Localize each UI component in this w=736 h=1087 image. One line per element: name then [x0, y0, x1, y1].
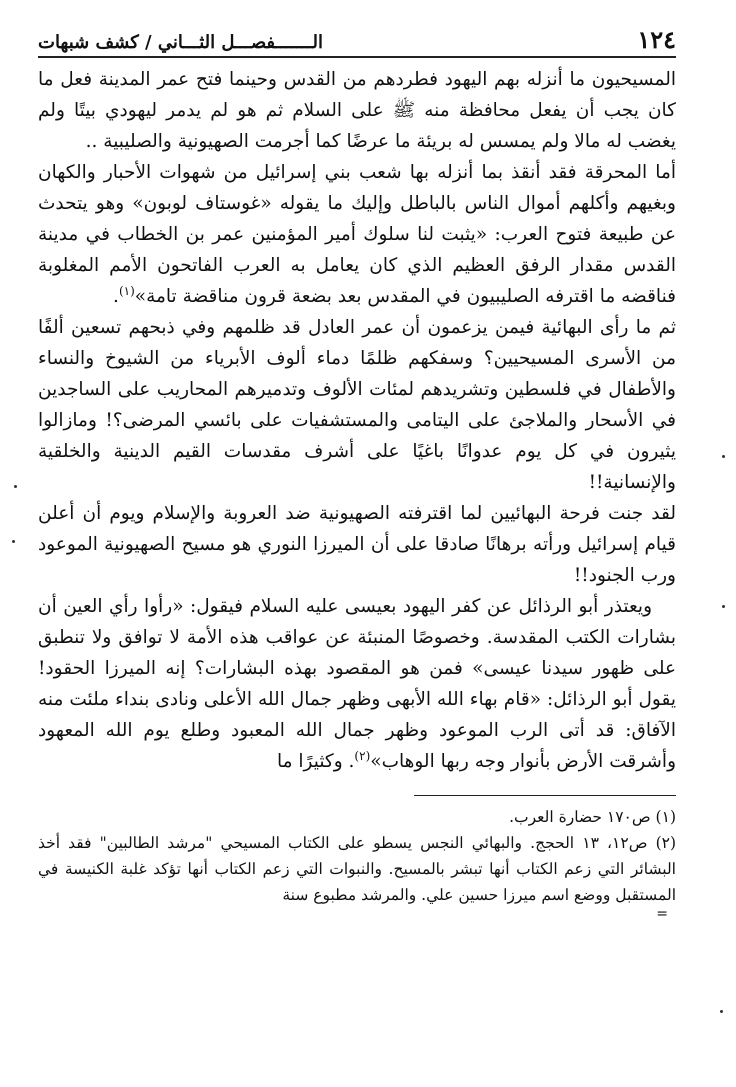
paragraph: ثم ما رأى البهائية فيمن يزعمون أن عمر العادل قد ظلمهم وفي ذبحهم تسعين ألفًا من الأسرى المسيحيين؟ وسفكهم ظلمًا دماء ألوف الأبرياء من الشيوخ والنساء والأطفال في فلسطين وتشريدهم لمئات الألوف وتدميرهم المحاريب على الساجدين في الأسحار والملاجئ على اليتامى والمستشفيات على بائسي المرضى؟! ومازالوا يثيرون في كل يوم عدوانًا باغيًا على أشرف مقدسات القيم الدينية والخلقية والإنسانية!! [38, 317, 676, 493]
scan-speck [12, 540, 15, 543]
paragraph: ويعتذر أبو الرذائل عن كفر اليهود بعيسى عليه السلام فيقول: «رأوا رأي العين أن بشارات الكتب المقدسة. وخصوصًا المنبئة عن عواقب هذه الأمة لا توافق ولا تنطبق على ظهور سيدنا عيسى» فمن هو المقصود بهذه البشارات؟ إنه الميرزا الحقود! يقول أبو الرذائل: «قام بهاء الله الأبهى وظهر جمال الله الأعلى ونادى بنداء ملئت منه الآفاق: قد أتى الرب الموعود وظهر جمال الله المعبود وطلع يوم الله المعهود وأشرقت الأرض بأنوار وجه ربها الوهاب»$^{(٢)}$. وكثيرًا ما [38, 596, 676, 772]
scan-speck [720, 1010, 723, 1013]
continuation-mark: = [656, 906, 668, 922]
scan-speck [722, 605, 725, 608]
page-number: ١٢٤ [637, 25, 676, 54]
chapter-title: الـــــــفصـــل الثـــاني / كشف شبهات [38, 32, 323, 53]
running-header [38, 22, 676, 58]
paragraph: لقد جنت فرحة البهائيين لما اقترفته الصهيونية ضد العروبة والإسلام ويوم أن أعلن قيام إسرائيل ورأته برهانًا صادقا على أن الميرزا النوري هو مسيح الصهيونية الموعود ورب الجنود!! [38, 503, 676, 586]
paragraph: المسيحيون ما أنزله بهم اليهود فطردهم من القدس وحينما فتح عمر المدينة فعل ما كان يجب أن يفعل محافظة منه ﷺ على السلام ثم هو لم يدمر ليهودي بيتًا ولم يغضب له مالا ولم يمسس له بريئة ما عرضًا كما أجرمت الصهيونية والصليبية .. [38, 69, 676, 152]
book-page [38, 22, 676, 1062]
paragraph: أما المحرقة فقد أنقذ بما أنزله بها شعب بني إسرائيل من شهوات الأحبار والكهان وبغيهم وأكلهم أموال الناس بالباطل وإليك ما يقوله «غوستاف لوبون» وهو يتحدث عن طبيعة فتوح العرب: «يثبت لنا سلوك أمير المؤمنين عمر بن الخطاب في مدينة القدس مقدار الرفق العظيم الذي كان يعامل به العرب الفاتحون الأمم المغلوبة فناقضه ما اقترفه الصليبيون في المقدس بعد بضعة قرون مناقضة تامة»$^{(١)}$. [38, 162, 676, 307]
footnote: (٢) ص١٢، ١٣ الحجج. والبهائي النجس يسطو على الكتاب المسيحي "مرشد الطالبين" فقد أخذ البشائر التي زعم الكتاب أنها تبشر بالمسيح. والنبوات التي زعم الكتاب أنها تؤكد غلبة الكنيسة في المستقبل ووضع اسم ميرزا حسين علي. والمرشد مطبوع سنة [38, 834, 677, 904]
scan-speck [722, 455, 725, 458]
footnote: (١) ص١٧٠ حضارة العرب. [509, 808, 676, 826]
scan-speck [14, 485, 17, 488]
main-text [38, 64, 676, 777]
footnote-marker: (١) [118, 283, 135, 298]
footnote-marker: (٢) [354, 748, 371, 763]
footnotes [38, 804, 676, 920]
footnote-separator [414, 795, 676, 796]
